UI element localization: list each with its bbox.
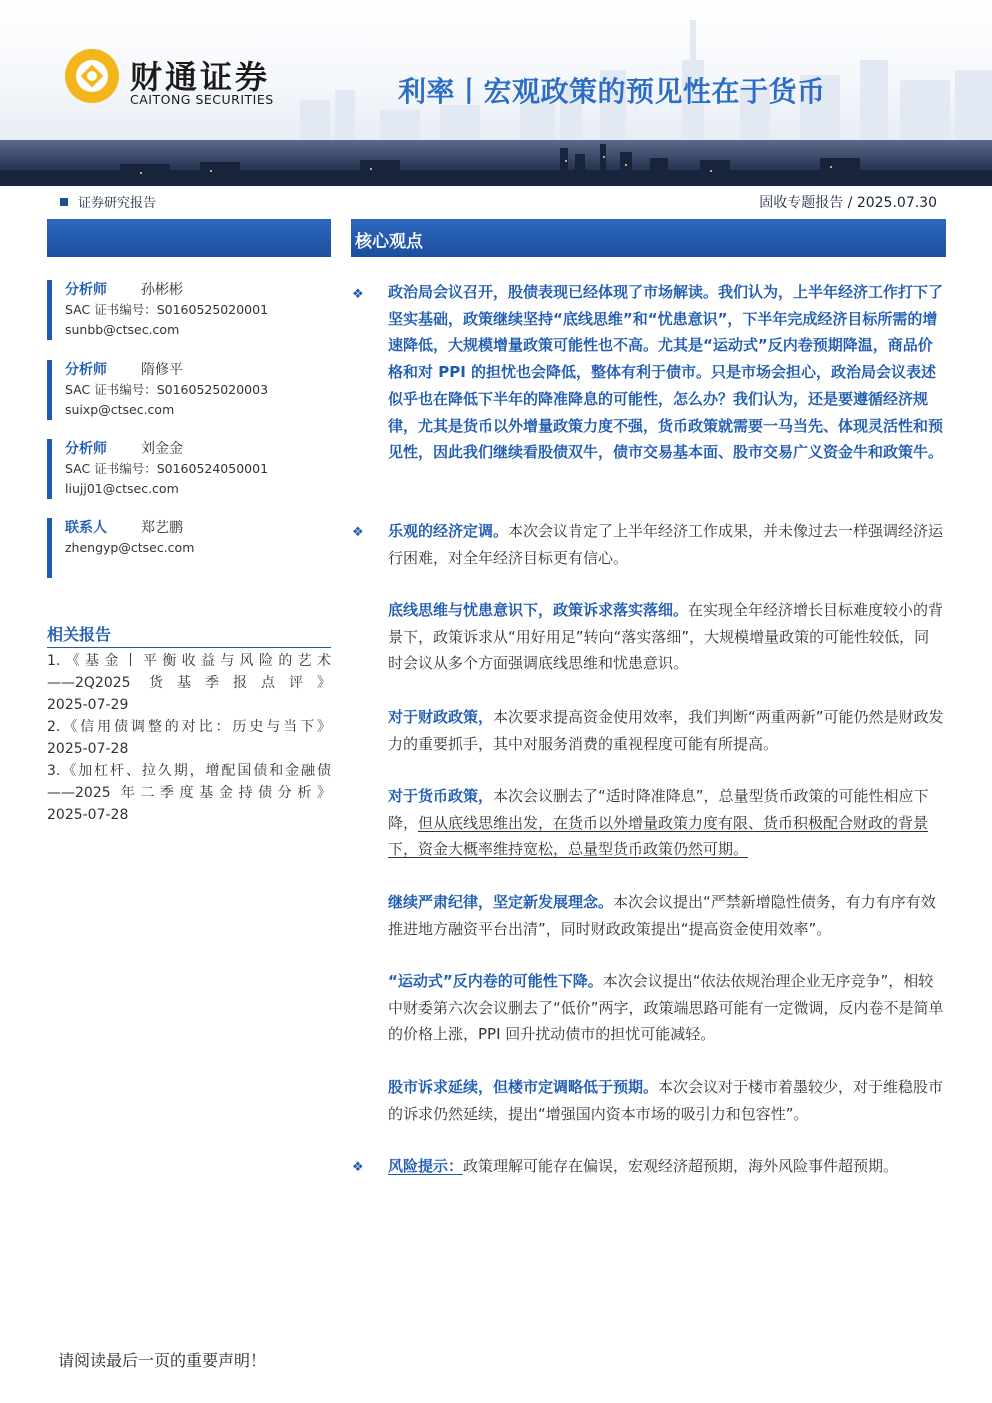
analyst-role: 分析师 [65,282,107,298]
brand-name-cn: 财通证券 [130,58,271,96]
report-category-date: 固收专题报告 / 2025.07.30 [759,195,937,211]
paragraph-lead: 对于财政政策， [388,708,494,726]
related-report-date: 2025-07-28 [47,807,129,823]
analyst-role: 分析师 [65,362,107,378]
related-report-title-line1: 3.《加杠杆、拉久期，增配国债和金融债 [47,763,331,779]
brand-name-en: CAITONG SECURITIES [130,92,274,107]
analyst-card [47,439,331,499]
contact-email[interactable]: zhengyp@ctsec.com [65,540,195,555]
paragraph-text: 本次会议肯定了上半年经济工作成果，并未像过去一样强调经济运行困难，对全年经济目标更有信心。 [388,522,944,567]
related-report-title-line2: ——2025 年二季度基金持债分析》 [47,785,331,801]
analyst-name: 孙彬彬 [141,282,183,298]
paragraph-lead: 对于货币政策， [388,787,494,805]
contact-name: 郑艺鹏 [141,520,183,536]
analyst-name: 隋修平 [141,362,183,378]
related-report-date: 2025-07-28 [47,741,129,757]
related-report-title-line1: 1.《基金丨平衡收益与风险的艺术 [47,653,331,669]
risk-warning-paragraph [388,1153,944,1180]
economy-tone-paragraph [388,518,944,571]
city-skyline-image [0,140,992,186]
disclaimer-notice: 请阅读最后一页的重要声明！ [58,1351,267,1370]
diamond-bullet-icon: ❖ [352,1160,364,1175]
related-report-date: 2025-07-29 [47,697,129,713]
paragraph-lead: 股市诉求延续，但楼市定调略低于预期。 [388,1078,659,1096]
analyst-email[interactable]: sunbb@ctsec.com [65,322,180,337]
core-view-title: 核心观点 [355,232,423,252]
paragraph-lead: 风险提示： [388,1157,464,1175]
report-type-text: 证券研究报告 [78,196,157,211]
left-column-header-bar [47,219,331,257]
anti-involution-paragraph [388,968,944,1048]
report-type-label [60,192,156,211]
paragraph-lead: 继续严肃纪律，坚定新发展理念。 [388,893,614,911]
related-report-item[interactable] [47,760,331,826]
analyst-name: 刘金金 [141,441,183,457]
analyst-sac-number: SAC 证书编号：S0160525020003 [65,382,269,397]
related-reports-title: 相关报告 [47,622,331,648]
report-title: 利率丨宏观政策的预见性在于货币 [398,75,826,108]
analyst-card [47,280,331,340]
paragraph-lead: “运动式”反内卷的可能性下降。 [388,972,603,990]
paragraph-text: 本次要求提高资金使用效率，我们判断“两重两新”可能仍然是财政发力的重要抓手，其中对服务消费的重视程度可能有所提高。 [388,708,944,753]
analyst-sac-number: SAC 证书编号：S0160525020001 [65,302,269,317]
core-view-header-bar [351,219,946,257]
paragraph-text: 本次会议对于楼市着墨较少，对于维稳股市的诉求仍然延续，提出“增强国内资本市场的吸引力和包容性”。 [388,1078,944,1123]
related-report-title-line1: 2.《信用债调整的对比：历史与当下》 [47,719,331,735]
stock-property-paragraph [388,1074,944,1127]
related-report-title-line2: ——2Q2025 货基季报点评》 [47,675,331,691]
paragraph-text: 在实现全年经济增长目标难度较小的背景下，政策诉求从“用好用足”转向“落实落细”，大规模增量政策的可能性较低，同时会议从多个方面强调底线思维和忧患意识。 [388,601,944,673]
underlined-conclusion: 但从底线思维出发，在货币以外增量政策力度有限、货币积极配合财政的背景下，资金大概率维持宽松，总量型货币政策仍然可期。 [388,813,929,859]
caitong-logo-icon [62,46,122,106]
analyst-role: 分析师 [65,441,107,457]
policy-implementation-paragraph [388,597,944,677]
paragraph-text: 政策理解可能存在偏误，宏观经济超预期，海外风险事件超预期。 [463,1157,899,1175]
square-bullet-icon [60,198,68,206]
fiscal-policy-paragraph [388,704,944,757]
core-summary-paragraph: 政治局会议召开，股债表现已经体现了市场解读。我们认为，上半年经济工作打下了坚实基础，政策继续坚持“底线思维”和“忧患意识”，下半年完成经济目标所需的增速降低，大规模增量政策可能性也不高。尤其是“运动式”反内卷预期降温，商品价格和对 PPI 的担忧也会降低，整体有利于债市。只是市场会担心，政治局会议表述似乎也在降低下半年的降准降息的可能性，怎么办？我们认为，还是要遵循经济规律，尤其是货币以外增量政策力度不强，货币政策就需要一马当先、体现灵活性和预见性，因此我们继续看股债双牛，债市交易基本面、股市交易广义资金牛和政策牛。 [388,283,944,462]
contact-card [47,518,331,578]
monetary-policy-paragraph [388,783,944,863]
discipline-paragraph [388,889,944,942]
paragraph-text: 本次会议提出“严禁新增隐性债务，有力有序有效推进地方融资平台出清”，同时财政政策提出“提高资金使用效率”。 [388,893,936,938]
related-report-item[interactable] [47,650,331,716]
diamond-bullet-icon: ❖ [352,287,364,302]
diamond-bullet-icon: ❖ [352,525,364,540]
paragraph-text: 本次会议删去了“适时降准降息”，总量型货币政策的可能性相应下降， [388,787,929,832]
paragraph-lead: 底线思维与忧患意识下，政策诉求落实落细。 [388,601,689,619]
contact-role: 联系人 [65,520,107,536]
report-header [0,0,992,188]
analyst-email[interactable]: suixp@ctsec.com [65,402,175,417]
analyst-sac-number: SAC 证书编号：S0160524050001 [65,461,269,476]
analyst-email[interactable]: liujj01@ctsec.com [65,481,179,496]
analyst-card [47,360,331,420]
related-report-item[interactable] [47,716,331,760]
paragraph-lead: 乐观的经济定调。 [388,522,509,540]
paragraph-text: 本次会议提出“依法依规治理企业无序竞争”，相较中财委第六次会议删去了“低价”两字，政策端思路可能有一定微调，反内卷不是简单的价格上涨，PPI 回升扰动债市的担忧可能减轻。 [388,972,944,1044]
